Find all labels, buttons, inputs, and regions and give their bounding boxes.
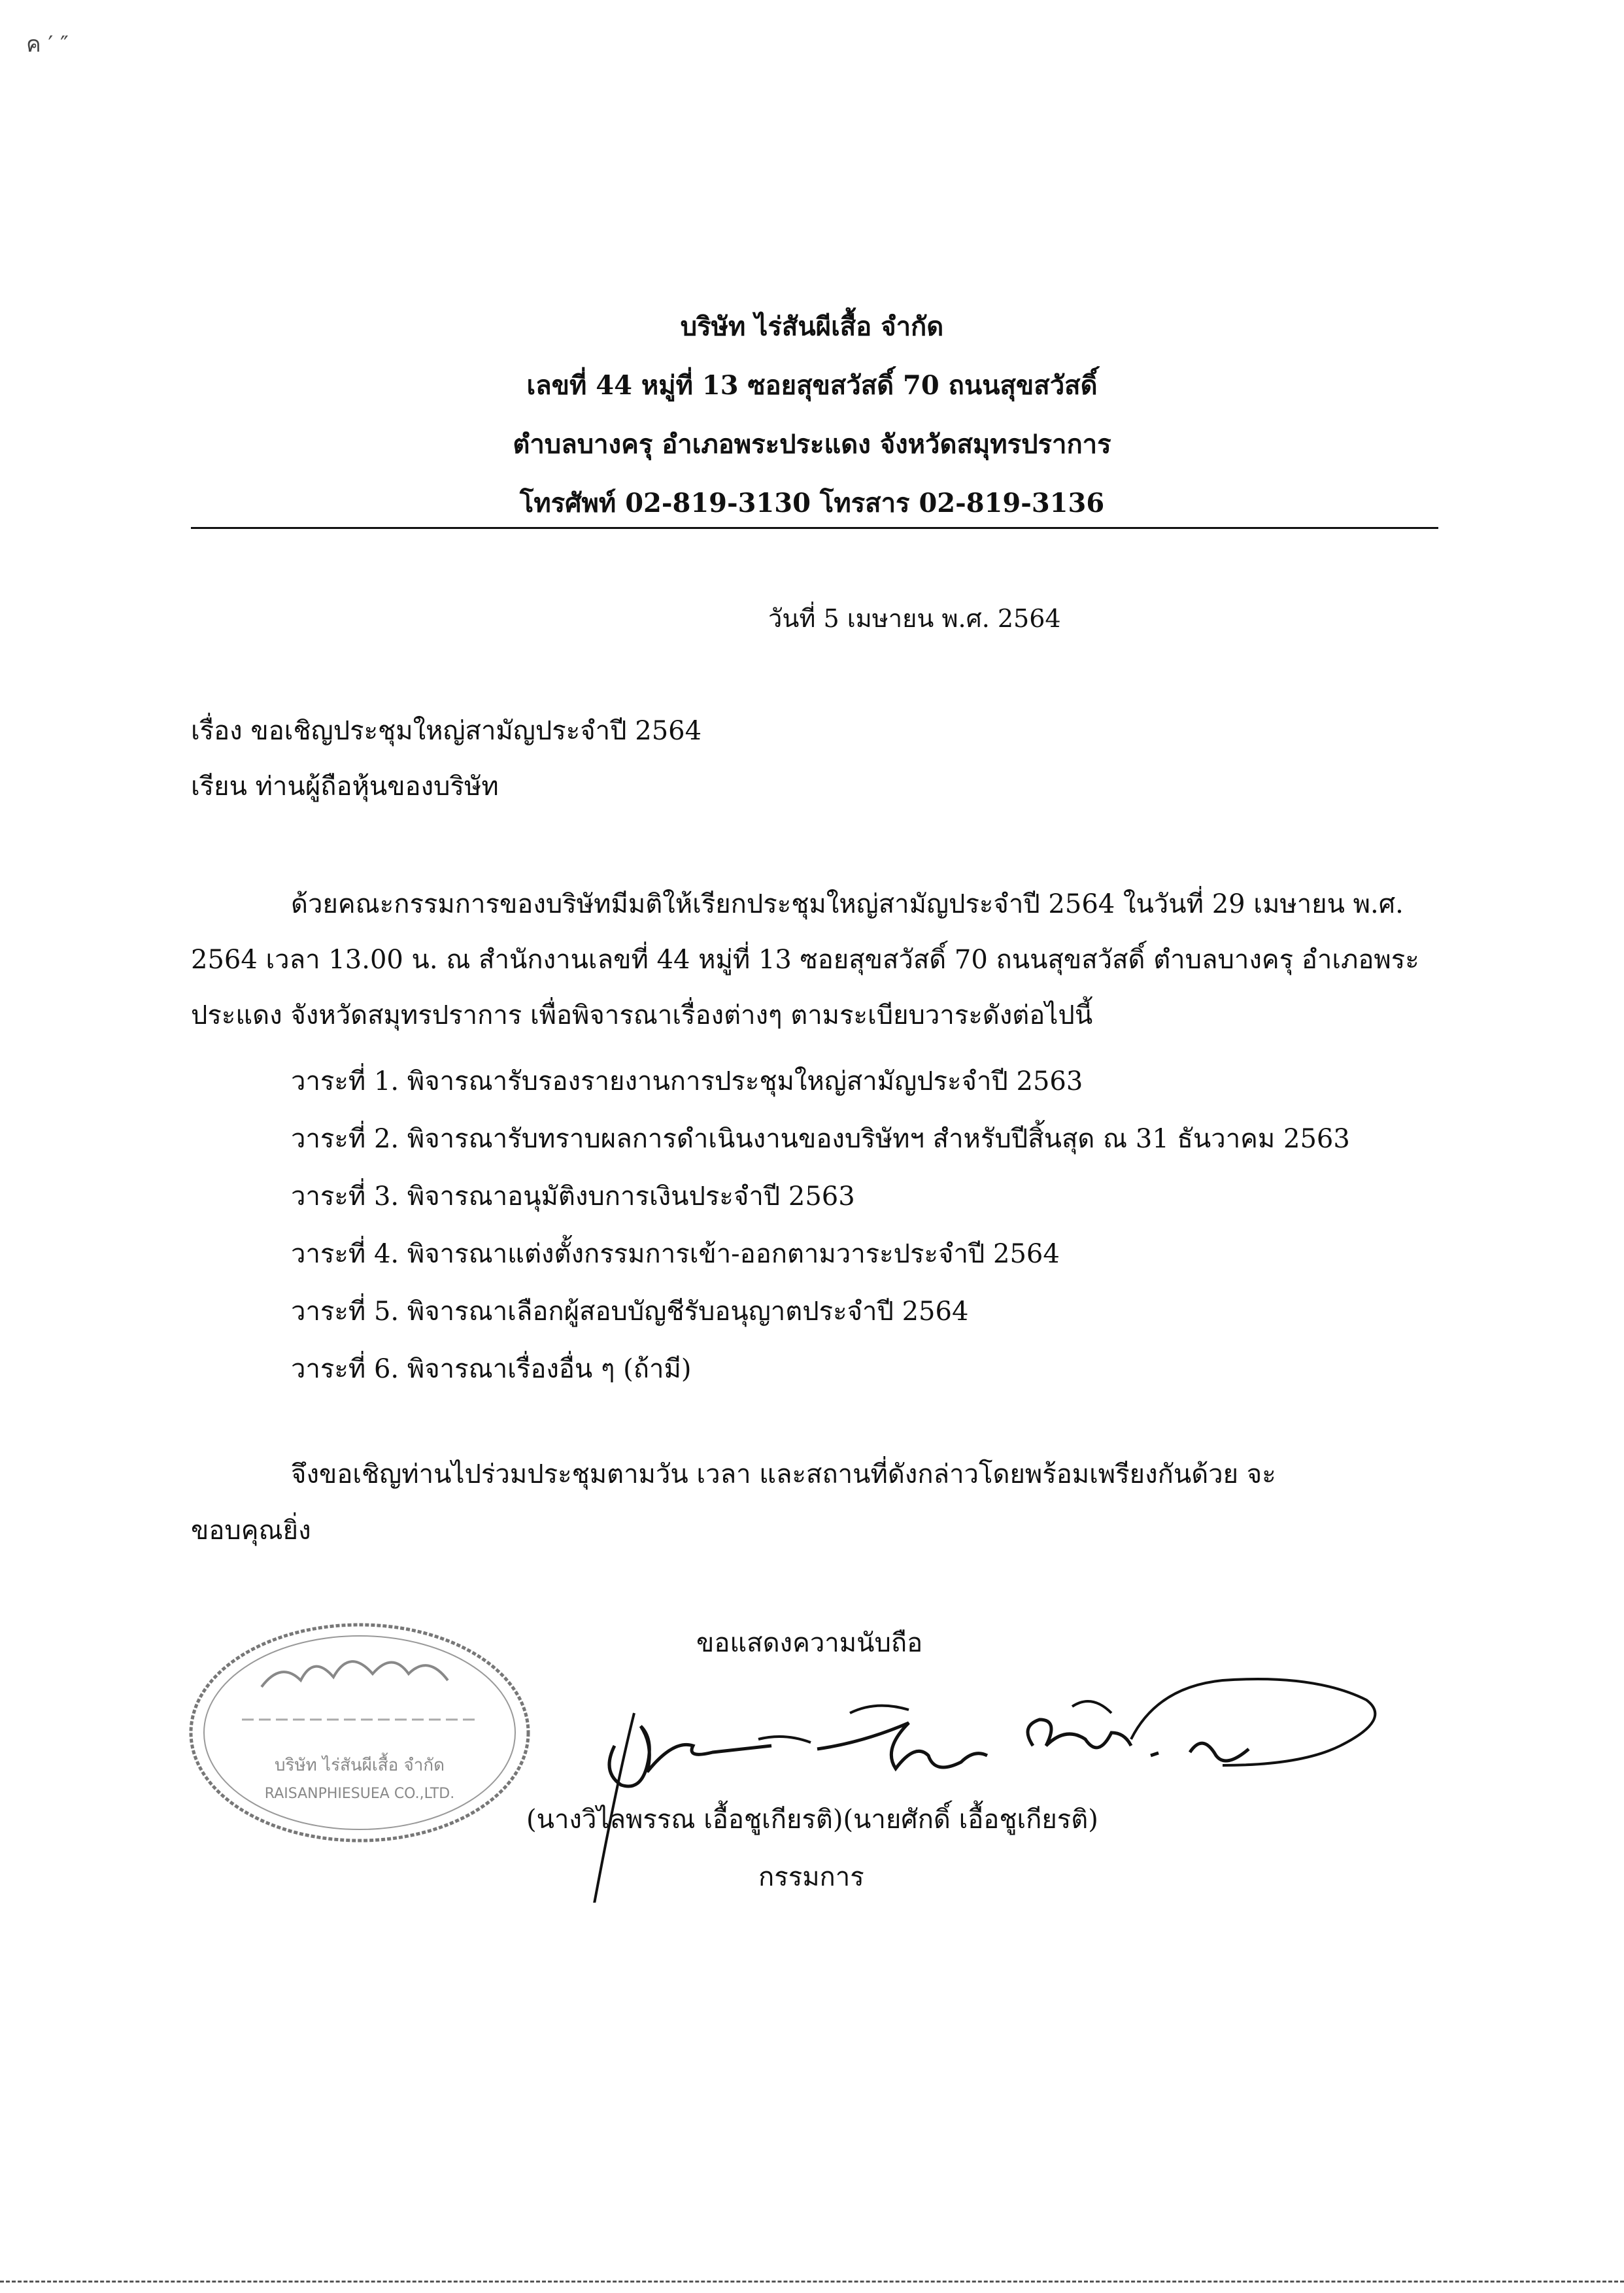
address-line-1: เลขที่ 44 หมู่ที่ 13 ซอยสุขสวัสดิ์ 70 ถนนสุขสวัสดิ์ — [526, 370, 1098, 401]
body-line-3: ประแดง จังหวัดสมุทรปราการ เพื่อพิจารณาเรื่องต่างๆ ตามระเบียบวาระดังต่อไปนี้ — [191, 1000, 1093, 1030]
letter-salutation: เรียน ท่านผู้ถือหุ้นของบริษัท — [191, 772, 499, 802]
agenda-item: วาระที่ 2. พิจารณารับทราบผลการดำเนินงานของบริษัทฯ สำหรับปีสิ้นสุด ณ 31 ธันวาคม 2563 — [291, 1124, 1350, 1154]
agenda-item: วาระที่ 6. พิจารณาเรื่องอื่น ๆ (ถ้ามี) — [291, 1354, 692, 1384]
page-bottom-edge — [0, 2281, 1624, 2283]
address-line-2: ตำบลบางครุ อำเภอพระประแดง จังหวัดสมุทรปราการ — [513, 429, 1111, 460]
agenda-item: วาระที่ 4. พิจารณาแต่งตั้งกรรมการเข้า-ออกตามวาระประจำปี 2564 — [291, 1239, 1060, 1269]
invitation-line-2: ขอบคุณยิ่ง — [191, 1516, 311, 1546]
letterhead — [0, 297, 1624, 533]
stamp-text-en: RAISANPHIESUEA CO.,LTD. — [264, 1786, 455, 1802]
corner-mark: ค ′ ″ — [26, 31, 69, 58]
body-line-1: ด้วยคณะกรรมการของบริษัทมีมติให้เรียกประชุมใหญ่สามัญประจำปี 2564 ในวันที่ 29 เมษายน พ.ศ. — [291, 889, 1404, 919]
invitation-line-1: จึงขอเชิญท่านไปร่วมประชุมตามวัน เวลา และสถานที่ดังกล่าวโดยพร้อมเพรียงกันด้วย จะ — [291, 1459, 1276, 1489]
signer-names: (นางวิไลพรรณ เอื้อชูเกียรติ)(นายศักดิ์ เอื้อชูเกียรติ) — [526, 1805, 1098, 1835]
agenda-item: วาระที่ 5. พิจารณาเลือกผู้สอบบัญชีรับอนุญาตประจำปี 2564 — [291, 1297, 969, 1327]
company-stamp — [183, 1608, 536, 1857]
signer-position: กรรมการ — [758, 1862, 864, 1892]
closing-phrase: ขอแสดงความนับถือ — [696, 1628, 923, 1658]
company-name: บริษัท ไร่สันผีเสื้อ จำกัด — [680, 311, 944, 342]
signatures — [575, 1628, 1386, 1903]
letter-subject: เรื่อง ขอเชิญประชุมใหญ่สามัญประจำปี 2564 — [191, 716, 702, 746]
letter-date: วันที่ 5 เมษายน พ.ศ. 2564 — [768, 604, 1061, 633]
contact-line: โทรศัพท์ 02-819-3130 โทรสาร 02-819-3136 — [519, 488, 1105, 518]
agenda-item: วาระที่ 3. พิจารณาอนุมัติงบการเงินประจำปี 2563 — [291, 1181, 855, 1212]
stamp-text-thai: บริษัท ไร่สันผีเสื้อ จำกัด — [274, 1756, 445, 1775]
body-line-2: 2564 เวลา 13.00 น. ณ สำนักงานเลขที่ 44 หมู่ที่ 13 ซอยสุขสวัสดิ์ 70 ถนนสุขสวัสดิ์ ตำบลบางครุ อำเภอพระ — [191, 945, 1419, 975]
agenda-list — [291, 1053, 1350, 1398]
agenda-item: วาระที่ 1. พิจารณารับรองรายงานการประชุมใหญ่สามัญประจำปี 2563 — [291, 1066, 1083, 1096]
letterhead-divider — [191, 527, 1438, 529]
